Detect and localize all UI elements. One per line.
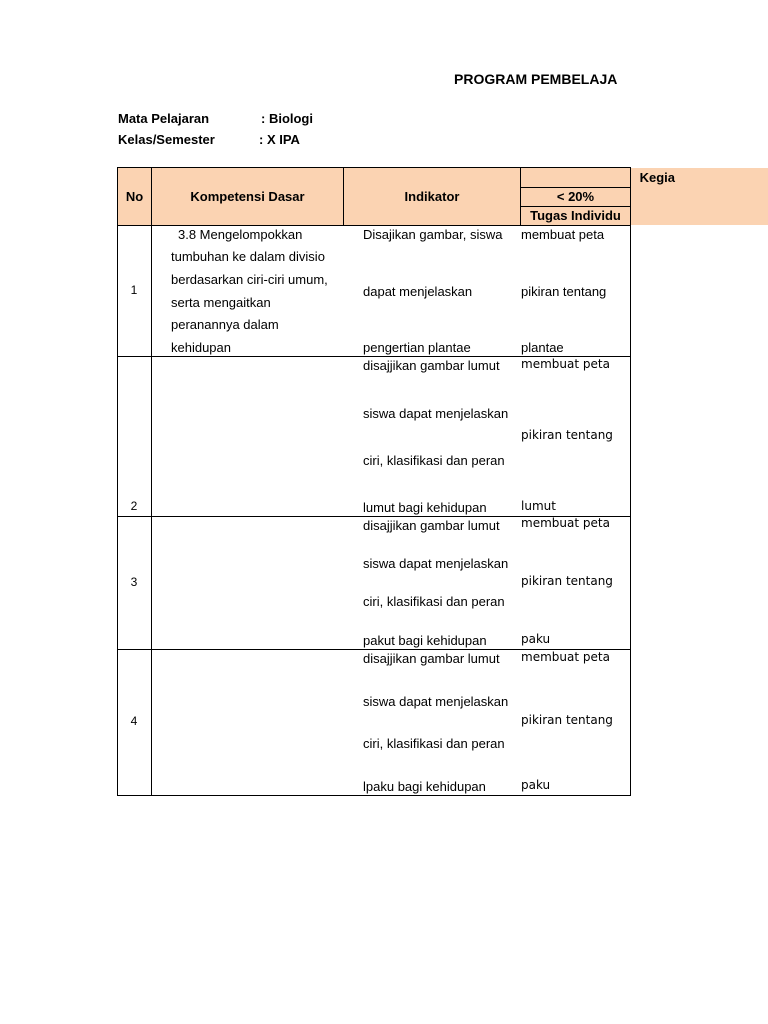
kd-line: peranannya dalam <box>171 317 279 332</box>
row-number: 2 <box>130 499 138 513</box>
indikator-line: siswa dapat menjelaskan <box>363 406 509 421</box>
row-number: 1 <box>130 283 138 297</box>
header-percent: < 20% <box>520 187 631 207</box>
kd-line: berdasarkan ciri-ciri umum, <box>171 272 328 287</box>
indikator-line: dapat menjelaskan <box>363 284 473 299</box>
tugas-line: membuat peta <box>521 357 610 371</box>
tugas-line: plantae <box>521 340 564 355</box>
kd-line: serta mengaitkan <box>171 295 271 310</box>
subject-value: : Biologi <box>261 111 313 126</box>
tugas-line: membuat peta <box>521 516 610 530</box>
indikator-line: ciri, klasifikasi dan peran <box>363 453 505 468</box>
tugas-line: pikiran tentang <box>521 428 613 442</box>
indikator-line: Disajikan gambar, siswa <box>363 227 503 242</box>
class-label: Kelas/Semester <box>118 132 215 147</box>
tugas-line: membuat peta <box>521 227 605 242</box>
subject-label: Mata Pelajaran <box>118 111 210 126</box>
indikator-line: pakut bagi kehidupan <box>363 633 487 648</box>
indikator-line: lumut bagi kehidupan <box>363 500 487 515</box>
row-number: 4 <box>130 714 138 728</box>
header-no: No <box>117 167 152 226</box>
class-value: : X IPA <box>259 132 300 147</box>
kd-line: 3.8 Mengelompokkan <box>178 227 303 242</box>
tugas-line: membuat peta <box>521 650 610 664</box>
grid-line <box>630 225 631 796</box>
indikator-line: disajjikan gambar lumut <box>363 518 500 533</box>
kd-line: kehidupan <box>171 340 231 355</box>
document-title: PROGRAM PEMBELAJA <box>454 71 618 87</box>
indikator-line: ciri, klasifikasi dan peran <box>363 736 505 751</box>
row-number: 3 <box>130 575 138 589</box>
header-kegiatan: Kegia <box>520 167 631 188</box>
header-kompetensi-dasar: Kompetensi Dasar <box>151 167 344 226</box>
grid-line <box>151 225 152 796</box>
kd-line: tumbuhan ke dalam divisio <box>171 249 325 264</box>
indikator-line: disajjikan gambar lumut <box>363 651 500 666</box>
indikator-line: ciri, klasifikasi dan peran <box>363 594 505 609</box>
tugas-line: paku <box>521 632 551 646</box>
indikator-line: pengertian plantae <box>363 340 471 355</box>
tugas-line: pikiran tentang <box>521 284 607 299</box>
indikator-line: siswa dapat menjelaskan <box>363 556 509 571</box>
indikator-line: disajjikan gambar lumut <box>363 358 500 373</box>
indikator-line: siswa dapat menjelaskan <box>363 694 509 709</box>
tugas-line: lumut <box>521 499 556 513</box>
tugas-line: pikiran tentang <box>521 574 613 588</box>
header-tugas-individu: Tugas Individu <box>520 206 631 226</box>
tugas-line: paku <box>521 778 551 792</box>
grid-line <box>117 795 631 796</box>
header-indikator: Indikator <box>343 167 521 226</box>
tugas-line: pikiran tentang <box>521 713 613 727</box>
indikator-line: lpaku bagi kehidupan <box>363 779 486 794</box>
